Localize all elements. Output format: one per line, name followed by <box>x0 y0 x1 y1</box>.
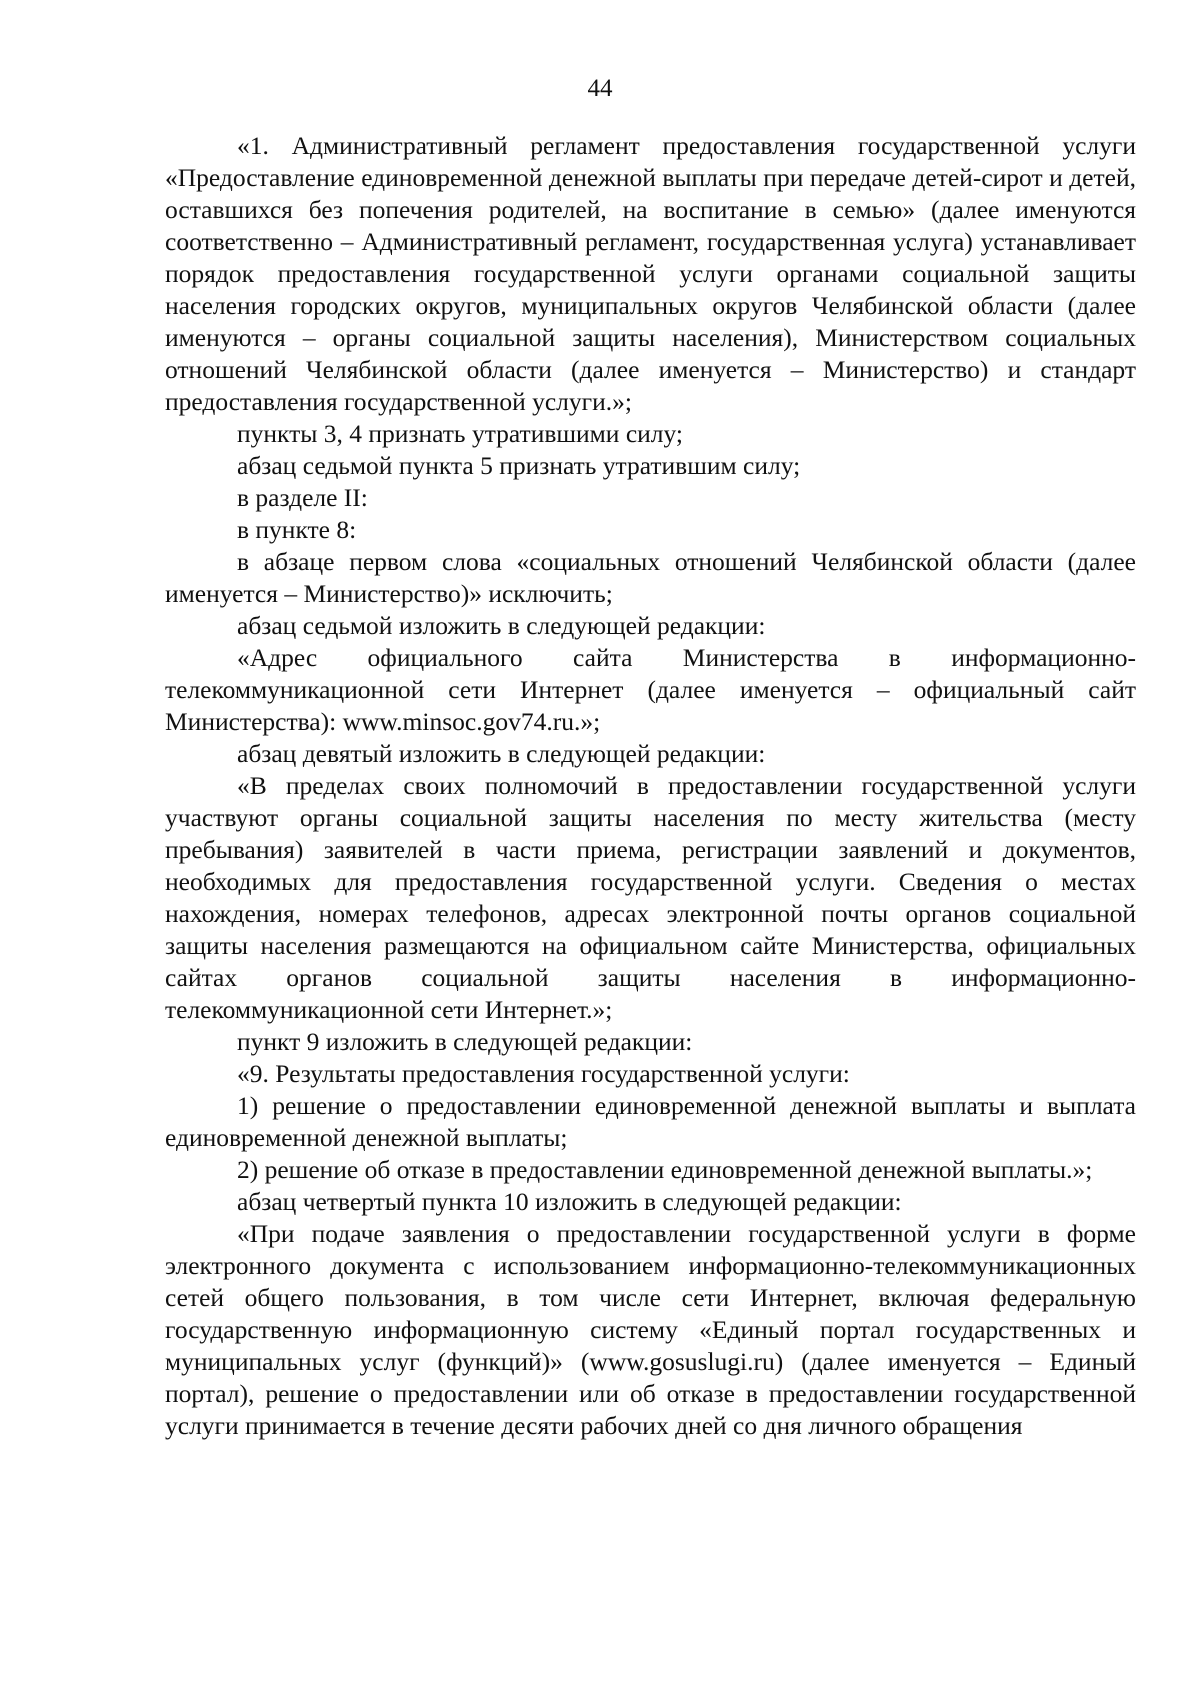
paragraph-website-address: «Адрес официального сайта Министерства в информационно-телекоммуникационной сети Интернет (далее именуется – официальный сайт Министерства): www.minsoc.gov74.ru.»; <box>165 643 1136 736</box>
paragraph-first-abzac: в абзаце первом слова «социальных отношений Челябинской области (далее именуется – Министерство)» исключить; <box>165 547 1136 608</box>
paragraph-electronic-application: «При подаче заявления о предоставлении государственной услуги в форме электронного документа с использованием информационно-телекоммуникационных сетей общего пользования, в том числе сети Интернет, включая федеральную государственную информационную систему «Единый портал государственных и муниципальных услуг (функций)» (www.gosuslugi.ru) (далее именуется – Единый портал), решение о предоставлении или об отказе в предоставлении государственной услуги принимается в течение десяти рабочих дней со дня личного обращения <box>165 1219 1136 1440</box>
paragraph-point-5: абзац седьмой пункта 5 признать утратившим силу; <box>237 451 801 480</box>
paragraph-point-10: абзац четвертый пункта 10 изложить в следующей редакции: <box>237 1187 902 1216</box>
paragraph-result-1: 1) решение о предоставлении единовременной денежной выплаты и выплата единовременной денежной выплаты; <box>165 1091 1136 1152</box>
paragraph-seventh-abzac: абзац седьмой изложить в следующей редакции: <box>237 611 766 640</box>
document-body <box>165 130 1136 1442</box>
page-number: 44 <box>587 75 613 102</box>
paragraph-point-9: пункт 9 изложить в следующей редакции: <box>237 1027 693 1056</box>
paragraph-result-2: 2) решение об отказе в предоставлении единовременной денежной выплаты.»; <box>237 1155 1093 1184</box>
paragraph-point-8: в пункте 8: <box>237 515 357 544</box>
paragraph-section-2: в разделе II: <box>237 483 368 512</box>
paragraph-points-3-4: пункты 3, 4 признать утратившими силу; <box>237 419 684 448</box>
paragraph-regulation-intro: «1. Административный регламент предоставления государственной услуги «Предоставление единовременной денежной выплаты при передаче детей-сирот и детей, оставшихся без попечения родителей, на воспитание в семью» (далее именуются соответственно – Административный регламент, государственная услуга) устанавливает порядок предоставления государственной услуги органами социальной защиты населения городских округов, муниципальных округов Челябинской области (далее именуются – органы социальной защиты населения), Министерством социальных отношений Челябинской области (далее именуется – Министерство) и стандарт предоставления государственной услуги.»; <box>165 131 1136 416</box>
paragraph-participation: «В пределах своих полномочий в предоставлении государственной услуги участвуют органы социальной защиты населения по месту жительства (месту пребывания) заявителей в части приема, регистрации заявлений и документов, необходимых для предоставления государственной услуги. Сведения о местах нахождения, номерах телефонов, адресах электронной почты органов социальной защиты населения размещаются на официальном сайте Министерства, официальных сайтах органов социальной защиты населения в информационно-телекоммуникационной сети Интернет.»; <box>165 771 1136 1024</box>
paragraph-ninth-abzac: абзац девятый изложить в следующей редакции: <box>237 739 766 768</box>
paragraph-results-heading: «9. Результаты предоставления государственной услуги: <box>237 1059 850 1088</box>
